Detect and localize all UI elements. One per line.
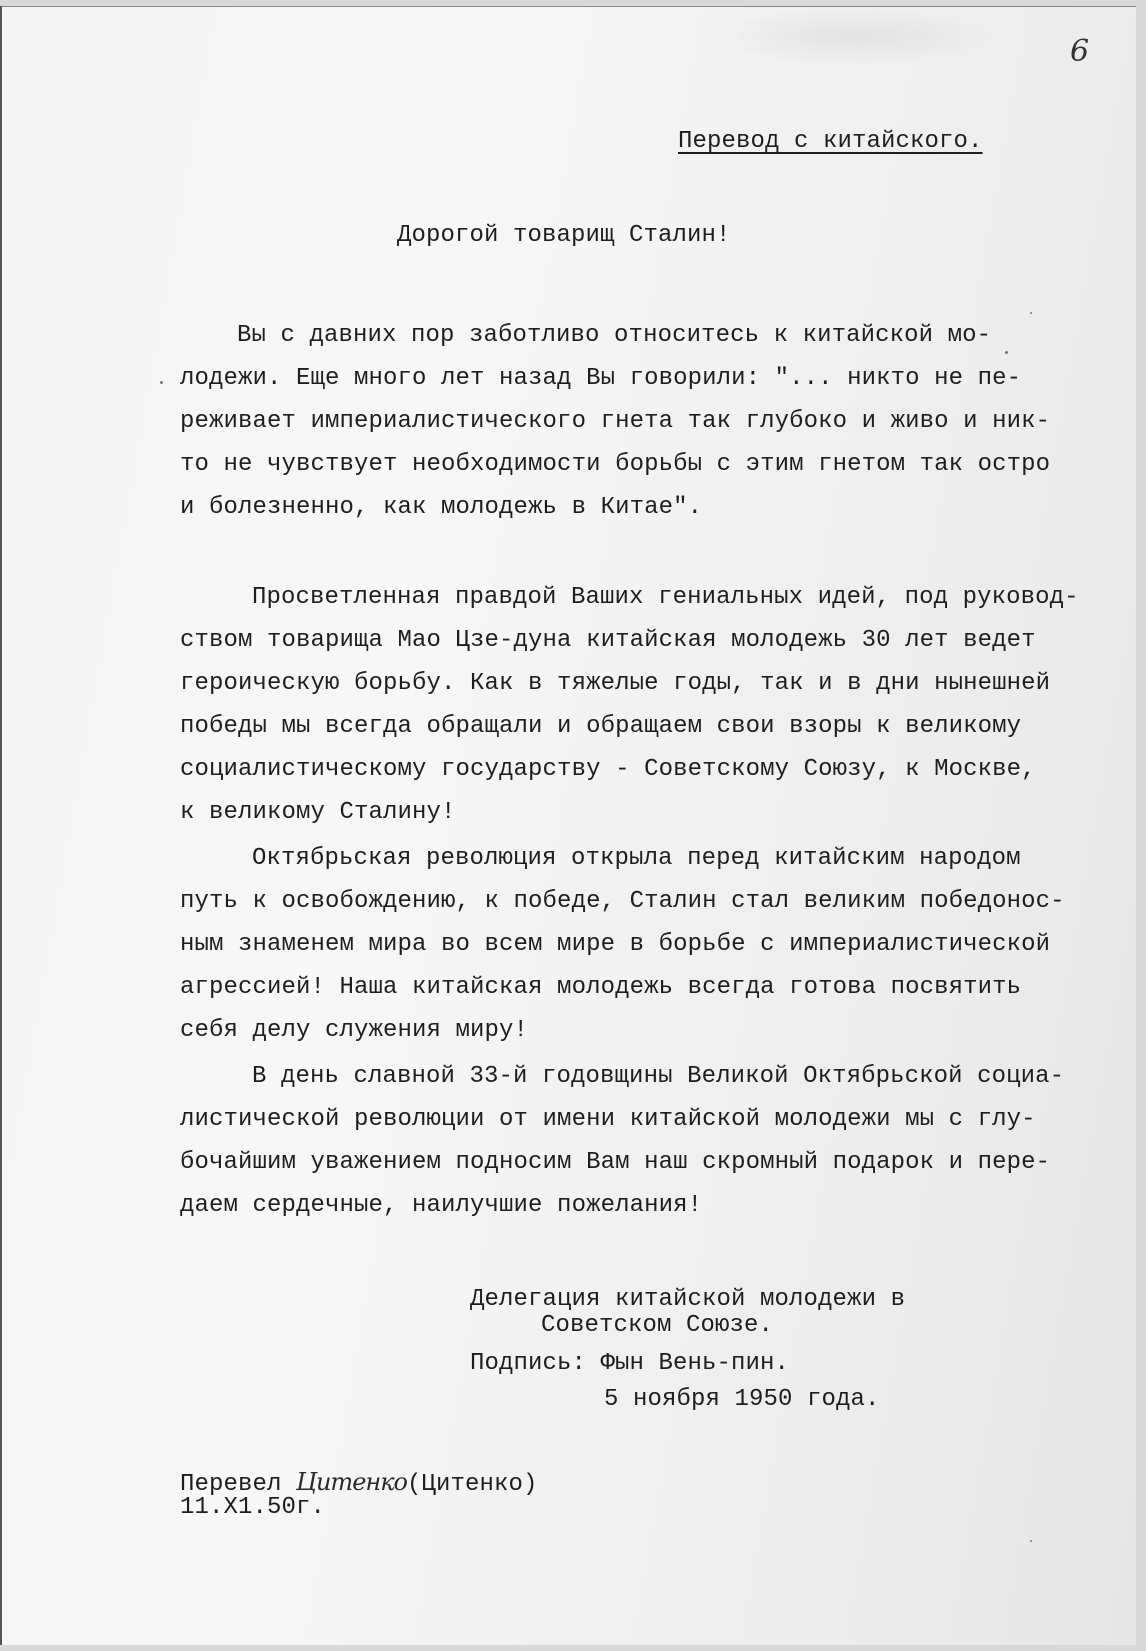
organization-line: Делегация китайской молодежи в	[470, 1286, 906, 1313]
organization-line: Советском Союзе.	[541, 1312, 774, 1339]
paragraph-line: В день славной 33-й годовщины Великой Октябрьской социа-	[252, 1063, 1065, 1090]
paper-speck	[1030, 1540, 1032, 1542]
paragraph-line: агрессией! Наша китайская молодежь всегда готова посвятить	[180, 974, 1022, 1001]
paragraph-line: героическую борьбу. Как в тяжелые годы, так и в дни нынешней	[180, 670, 1051, 697]
paragraph-line: бочайшим уважением подносим Вам наш скромный подарок и пере-	[180, 1149, 1051, 1176]
translator-name: (Цитенко)	[406, 1471, 538, 1498]
paper-speck	[160, 381, 163, 384]
paragraph-line: лодежи. Еще много лет назад Вы говорили: "... никто не пе-	[180, 365, 1022, 392]
document-page	[0, 6, 1136, 1645]
paragraph-line: то не чувствует необходимости борьбы с этим гнетом так остро	[180, 451, 1051, 478]
greeting: Дорогой товарищ Сталин!	[397, 222, 731, 249]
paragraph-line: себя делу служения миру!	[180, 1017, 529, 1044]
paper-speck	[1030, 312, 1032, 314]
paragraph-line: даем сердечные, наилучшие пожелания!	[180, 1192, 703, 1219]
paragraph-line: к великому Сталину!	[180, 799, 456, 826]
paragraph-line: реживает империалистического гнета так глубоко и живо и ник-	[180, 408, 1051, 435]
paragraph-line: ным знаменем мира во всем мире в борьбе с империалистической	[180, 931, 1051, 958]
paragraph-line: и болезненно, как молодежь в Китае".	[180, 494, 703, 521]
paragraph-line: путь к освобождению, к победе, Сталин стал великим победонос-	[180, 888, 1065, 915]
letter-date: 5 ноября 1950 года.	[604, 1386, 880, 1413]
paragraph-line: листической революции от имени китайской молодежи мы с глу-	[180, 1106, 1036, 1133]
handwritten-signature: Цитенко	[296, 1468, 407, 1496]
translator-label: Перевел	[180, 1471, 282, 1498]
page-number: 6	[1070, 34, 1090, 69]
paragraph-line: Октябрьская революция открыла перед китайским народом	[252, 845, 1021, 872]
paragraph-line: социалистическому государству - Советскому Союзу, к Москве,	[180, 756, 1036, 783]
paper-speck	[1005, 351, 1008, 354]
paragraph-line: Просветленная правдой Ваших гениальных идей, под руковод-	[252, 584, 1079, 611]
translation-date: 11.Х1.50г.	[180, 1494, 326, 1521]
paragraph-line: ством товарища Мао Цзе-дуна китайская молодежь 30 лет ведет	[180, 627, 1036, 654]
paragraph-line: победы мы всегда обращали и обращаем свои взоры к великому	[180, 713, 1022, 740]
document-title: Перевод с китайского.	[678, 128, 983, 155]
signature-line: Подпись: Фын Вень-пин.	[470, 1350, 790, 1377]
paragraph-line: Вы с давних пор заботливо относитесь к китайской мо-	[237, 322, 992, 349]
